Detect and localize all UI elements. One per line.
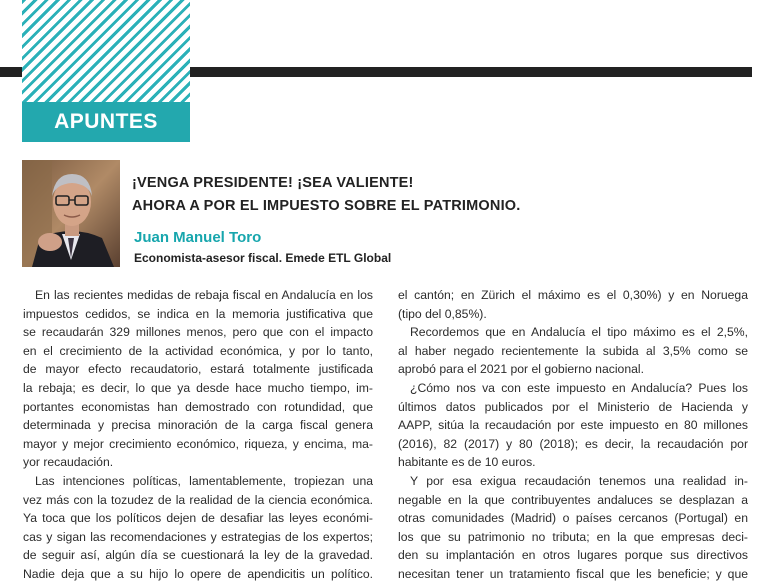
text-line: negable en la que contribuyentes andaluces se desplazan a xyxy=(398,492,748,507)
text-line: mayor y mejor crecimiento económico, riqueza, y encima, ma- xyxy=(23,436,373,451)
text-line: Nadie deja que a su hijo lo opere de apendicitis un político. xyxy=(23,566,373,581)
article-column-left xyxy=(23,286,373,584)
text-line: los que su patrimonio no tributa; en la que empresas deci- xyxy=(398,529,748,544)
text-line: yor recaudación. xyxy=(23,455,114,470)
text-line: habitante es de 10 euros. xyxy=(398,455,536,470)
text-line: (2016), 82 (2017) y 80 (2018); es decir, la recaudación por xyxy=(398,436,748,451)
decorative-stripes xyxy=(22,0,190,102)
article-column-right xyxy=(398,286,748,584)
text-line: en el crecimiento de la actividad económica, y por lo tanto, xyxy=(23,343,373,358)
article-headline xyxy=(132,172,732,218)
headline-line-1: ¡VENGA PRESIDENTE! ¡SEA VALIENTE! xyxy=(132,175,414,191)
text-line: otras comunidades (Madrid) o países cercanos (Portugal) en xyxy=(398,511,748,526)
text-line: Las intenciones políticas, lamentablemente, tropiezan una xyxy=(35,473,373,488)
text-line: el cantón; en Zürich el máximo es el 0,30%) y en Noruega xyxy=(398,288,748,302)
text-line: AAPP, sitúa la recaudación por este impuesto en 80 millones xyxy=(398,418,748,433)
author-photo xyxy=(22,160,120,267)
text-line: Ya toca que los políticos dejen de desafiar las leyes económi- xyxy=(23,511,373,526)
section-label: APUNTES xyxy=(22,102,190,142)
text-line: al haber negado recientemente la subida al 3,5% como se xyxy=(398,343,748,358)
text-line: determinada y precisa minoración de la carga fiscal genera xyxy=(23,418,373,433)
text-line: cas y sigan las recomendaciones y estrategias de los expertos; xyxy=(23,529,373,544)
author-title: Economista-asesor fiscal. Emede ETL Global xyxy=(134,251,392,265)
text-line: la rebaja; es decir, lo que ya desde hace mucho tiempo, im- xyxy=(23,380,373,395)
text-line: aprobó para el 2021 por el gobierno nacional. xyxy=(398,362,644,377)
text-line: necesitan tener un tratamiento fiscal que les beneficie; y que xyxy=(398,566,748,581)
text-line: den su implantación en otros lugares porque sus directivos xyxy=(398,548,748,563)
text-line: impuestos cedidos, se indica en la memoria justificativa que xyxy=(23,306,373,321)
text-line: ¿Cómo nos va con este impuesto en Andalucía? Pues los xyxy=(410,380,748,395)
text-line: En las recientes medidas de rebaja fiscal en Andalucía en los xyxy=(35,288,373,302)
text-line: últimos datos publicados por el Ministerio de Hacienda y xyxy=(398,399,748,414)
text-line: portantes economistas han demostrado con rotundidad, que xyxy=(23,399,373,414)
text-line: se recaudarán 329 millones menos, pero que con el impacto xyxy=(23,325,373,340)
headline-line-2: AHORA A POR EL IMPUESTO SOBRE EL PATRIMONIO. xyxy=(132,198,521,214)
text-line: (tipo del 0,85%). xyxy=(398,306,487,321)
text-line: Recordemos que en Andalucía el tipo máximo es el 2,5%, xyxy=(410,325,748,340)
text-line: de mayor efecto recaudatorio, estará totalmente justificada xyxy=(23,362,373,377)
text-line: de seguir así, algún día se cuestionará la ley de la gravedad. xyxy=(23,548,373,563)
text-line: Y por esa exigua recaudación tenemos una realidad in- xyxy=(410,473,748,488)
text-line: vez más con la tozudez de la realidad de la ciencia económica. xyxy=(23,492,373,507)
author-name: Juan Manuel Toro xyxy=(134,229,262,246)
